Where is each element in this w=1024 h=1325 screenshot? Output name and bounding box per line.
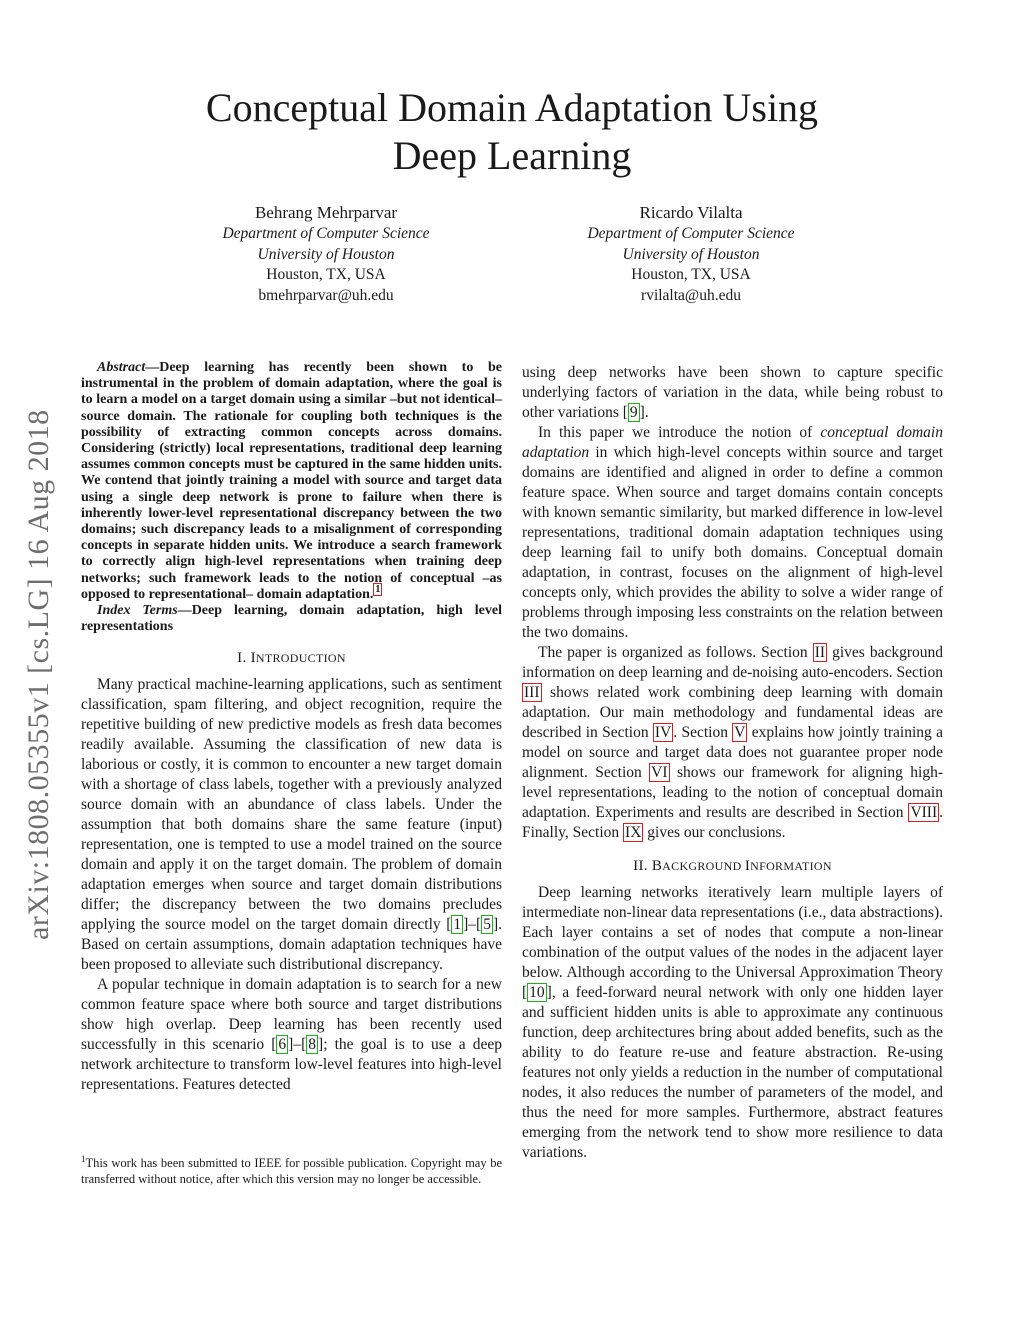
author-department: Department of Computer Science — [222, 225, 430, 242]
section-number: II. — [633, 858, 652, 874]
section-title-initial: I — [744, 858, 751, 874]
citation-link[interactable]: 1 — [453, 916, 462, 934]
paragraph-text: shows our framework for aligning high-level representations, leading to the notion of conceptual domain adaptation. Experiments and results are described in Section — [522, 764, 943, 821]
paragraph-text: using deep networks have been shown to capture specific underlying factors of variation in the data, while being robust to other variations — [522, 364, 943, 421]
section-link[interactable]: VIII — [910, 804, 938, 821]
index-terms-label: Index Terms — [97, 603, 178, 619]
section-title-initial: B — [651, 858, 663, 874]
abstract-text: —Deep learning has recently been shown to be instrumental in the problem of domain adaptation, where the goal is to learn a model on a target domain using a similar –but not identical– source domain. The rationale for coupling both techniques is the possibility of extracting common concepts across domains. Considering (strictly) local representations, traditional deep learning assumes common concepts must be captured in the same hidden units. We contend that jointly training a model with source and target data using a single deep network is prone to failure when there is inherently lower-level representational discrepancy between the two domains; such discrepancy leads to a misalignment of corresponding concepts in separate hidden units. We introduce a search framework to correctly align high-level representations when training deep networks; such framework leads to the notion of conceptual –as opposed to representational– domain adaptation. — [81, 360, 502, 602]
arxiv-identifier: arXiv:1808.05355v1 [cs.LG] 16 Aug 2018 — [22, 409, 55, 940]
intro-paragraph-4 — [522, 643, 943, 843]
index-terms-text: —Deep learning, domain adaptation, high level representations — [81, 603, 502, 635]
paragraph-text: , a feed-forward neural network with only one hidden layer and sufficient hidden units is able to approximate any continuous function, deep architectures bring about added benefits, such as the ability to do feature re-use and feature abstraction. Re-using features not only yields a reduction in the number of computational nodes, it also reduces the number of parameters of the model, and thus the need for more samples. Furthermore, abstract features emerging from the network tend to show more resilience to data variations. — [522, 984, 943, 1161]
paragraph-text: in which high-level concepts within source and target domains are identified and aligned in order to define a common feature space. When source and target domains contain concepts with known semantic similarity, but marked difference in low-level representations, traditional domain adaptation techniques using deep learning fail to unify both domains. Conceptual domain adaptation, in contrast, focuses on the alignment of high-level concepts only, which provides the ability to solve a wider range of problems through imposing less constraints on the relation between the two domains. — [522, 444, 943, 641]
author-block-2 — [531, 202, 851, 306]
paragraph-text: shows related work combining deep learning with domain adaptation. Our main methodology and fundamental ideas are described in Section — [522, 684, 943, 741]
abstract-label: Abstract — [97, 360, 146, 375]
footnote-number: 1 — [81, 1153, 86, 1164]
background-paragraph-1: Deep learning networks iteratively learn multiple layers of intermediate non-linear data representations (i.e., data abstractions). Each layer contains a set of nodes that compute a non-linear combination of the output values of the nodes in the adjacent layer below. Although according to the Universal Approximation Theory [ 10 ], a feed-forward neural network with only one hidden layer and sufficient hidden units is able to approximate any continuous function, deep architectures bring about added benefits, such as the ability to do feature re-use and feature abstraction. Re-using features not only yields a reduction in the number of computational nodes, it also reduces the number of parameters of the model, and thus the need for more samples. Furthermore, abstract features emerging from the network tend to show more resilience to data variations. — [522, 884, 943, 1161]
range-dash: – — [293, 1036, 302, 1054]
paper-title — [150, 84, 874, 180]
citation-link[interactable]: 8 — [308, 1036, 317, 1054]
emphasized-term: conceptual domain adaptation — [522, 424, 943, 461]
section-link[interactable]: III — [524, 684, 540, 701]
paragraph-text: Many practical machine-learning applications, such as sentiment classification, spam filtering, and object recognition, require the repetitive building of new predictive models as fresh data becomes readily available. Assuming the classification of new data is laborious or costly, it is common to encounter a new target domain with a shortage of class labels, together with a previously analyzed source domain with an abundance of class labels. Under the assumption that both domains share the same feature (input) representation, one is tempted to use a model trained on the source domain and apply it on the target domain. The problem of domain adaptation emerges when source and target domain distributions differ; the discrepancy between the two domains precludes applying the source model on the target domain directly — [81, 676, 502, 934]
author-name: Ricardo Vilalta — [639, 203, 743, 222]
paragraph-text: The paper is organized as follows. Section — [538, 644, 813, 661]
citation-link[interactable]: 10 — [529, 984, 545, 1001]
intro-paragraph-2: A popular technique in domain adaptation is to search for a new common feature space where both source and target distributions show high overlap. Deep learning has been recently used successfully in this scenario [ 6 ]–[ 8 ]; the goal is to use a deep network architecture to transform low-level features into high-level representations. Features detected — [81, 976, 502, 1094]
citation-link[interactable]: 6 — [278, 1036, 287, 1054]
abstract — [81, 360, 502, 603]
section-title-rest: NTRODUCTION — [255, 651, 346, 666]
title-line-2: Deep Learning — [392, 133, 632, 178]
paragraph-text: gives our conclusions. — [643, 824, 786, 841]
paragraph-text: gives background information on deep learning and de-noising auto-encoders. Section — [522, 644, 944, 681]
section-heading-introduction — [81, 648, 502, 668]
author-email: bmehrparvar@uh.edu — [258, 286, 394, 304]
footnote-text: This work has been submitted to IEEE for possible publication. Copyright may be transferred without notice, after which this version may no longer be accessible. — [81, 1156, 502, 1186]
paragraph-text: Deep learning networks iteratively learn multiple layers of intermediate non-linear data representations (i.e., data abstractions). Each layer contains a set of nodes that compute a non-linear combination of the output values of the nodes in the adjacent layer below. Although according to the Universal Approximation Theory — [522, 884, 943, 981]
section-heading-background — [522, 856, 943, 876]
intro-paragraph-2-continued: using deep networks have been shown to capture specific underlying factors of variation in the data, while being robust to other variations [ 9 ]. — [522, 364, 943, 421]
right-column — [522, 363, 943, 1163]
paragraph-text: . Section — [673, 724, 733, 741]
paragraph-text: . Finally, Section — [522, 804, 943, 841]
paragraph-text: . — [644, 404, 649, 421]
author-email: rvilalta@uh.edu — [641, 286, 741, 304]
section-link[interactable]: IX — [625, 824, 642, 841]
left-column — [81, 360, 502, 1095]
author-name: Behrang Mehrparvar — [254, 203, 398, 222]
section-link[interactable]: V — [734, 724, 746, 741]
section-link[interactable]: VI — [651, 764, 668, 781]
footnote-link[interactable]: 1 — [375, 584, 381, 596]
citation-link[interactable]: 5 — [483, 916, 491, 934]
paragraph-text: In this paper we introduce the notion of — [538, 424, 821, 441]
range-dash: – — [468, 916, 477, 934]
paragraph-text: explains how jointly training a model on source and target data does not guarantee proper node alignment. Section — [522, 724, 943, 781]
section-number: I. — [237, 650, 251, 667]
section-title-rest: NFORMATION — [750, 859, 832, 873]
paragraph-text: A popular technique in domain adaptation is to search for a new common feature space where both source and target distributions show high overlap. Deep learning has been recently used successfully in this scenario — [81, 976, 502, 1054]
footnote — [81, 1153, 502, 1187]
author-university: University of Houston — [622, 245, 760, 263]
section-link[interactable]: II — [814, 644, 826, 661]
intro-paragraph-1: Many practical machine-learning applications, such as sentiment classification, spam filtering, and object recognition, require the repetitive building of new predictive models as fresh data becomes readily available. Assuming the classification of new data is laborious or costly, it is common to encounter a new target domain with a shortage of class labels, together with a previously analyzed source domain with an abundance of class labels. Under the assumption that both domains share the same feature (input) representation, one is tempted to use a model trained on the source domain and apply it on the target domain. The problem of domain adaptation emerges when source and target domain distributions differ; the discrepancy between the two domains precludes applying the source model on the target domain directly [ 1 ]–[ 5 ]. Based on certain assumptions, domain adaptation techniques have been proposed to alleviate such distributional discrepancy. — [81, 676, 502, 974]
intro-paragraph-3 — [522, 423, 943, 643]
author-location: Houston, TX, USA — [631, 266, 751, 283]
author-department: Department of Computer Science — [587, 225, 795, 242]
author-block-1 — [166, 202, 486, 306]
paragraph-text: ; the goal is to use a deep network architecture to transform low-level features into high-level representations. Features detected — [81, 1036, 502, 1094]
section-title-initial: I — [250, 650, 256, 667]
author-university: University of Houston — [257, 245, 395, 263]
author-location: Houston, TX, USA — [266, 266, 386, 283]
paragraph-text: . Based on certain assumptions, domain adaptation techniques have been proposed to alleviate such distributional discrepancy. — [81, 916, 502, 974]
section-title-rest: ACKGROUND — [662, 859, 745, 873]
index-terms — [81, 603, 502, 635]
title-line-1: Conceptual Domain Adaptation Using — [205, 85, 819, 130]
citation-link[interactable]: 9 — [629, 404, 638, 421]
section-link[interactable]: IV — [654, 724, 672, 741]
